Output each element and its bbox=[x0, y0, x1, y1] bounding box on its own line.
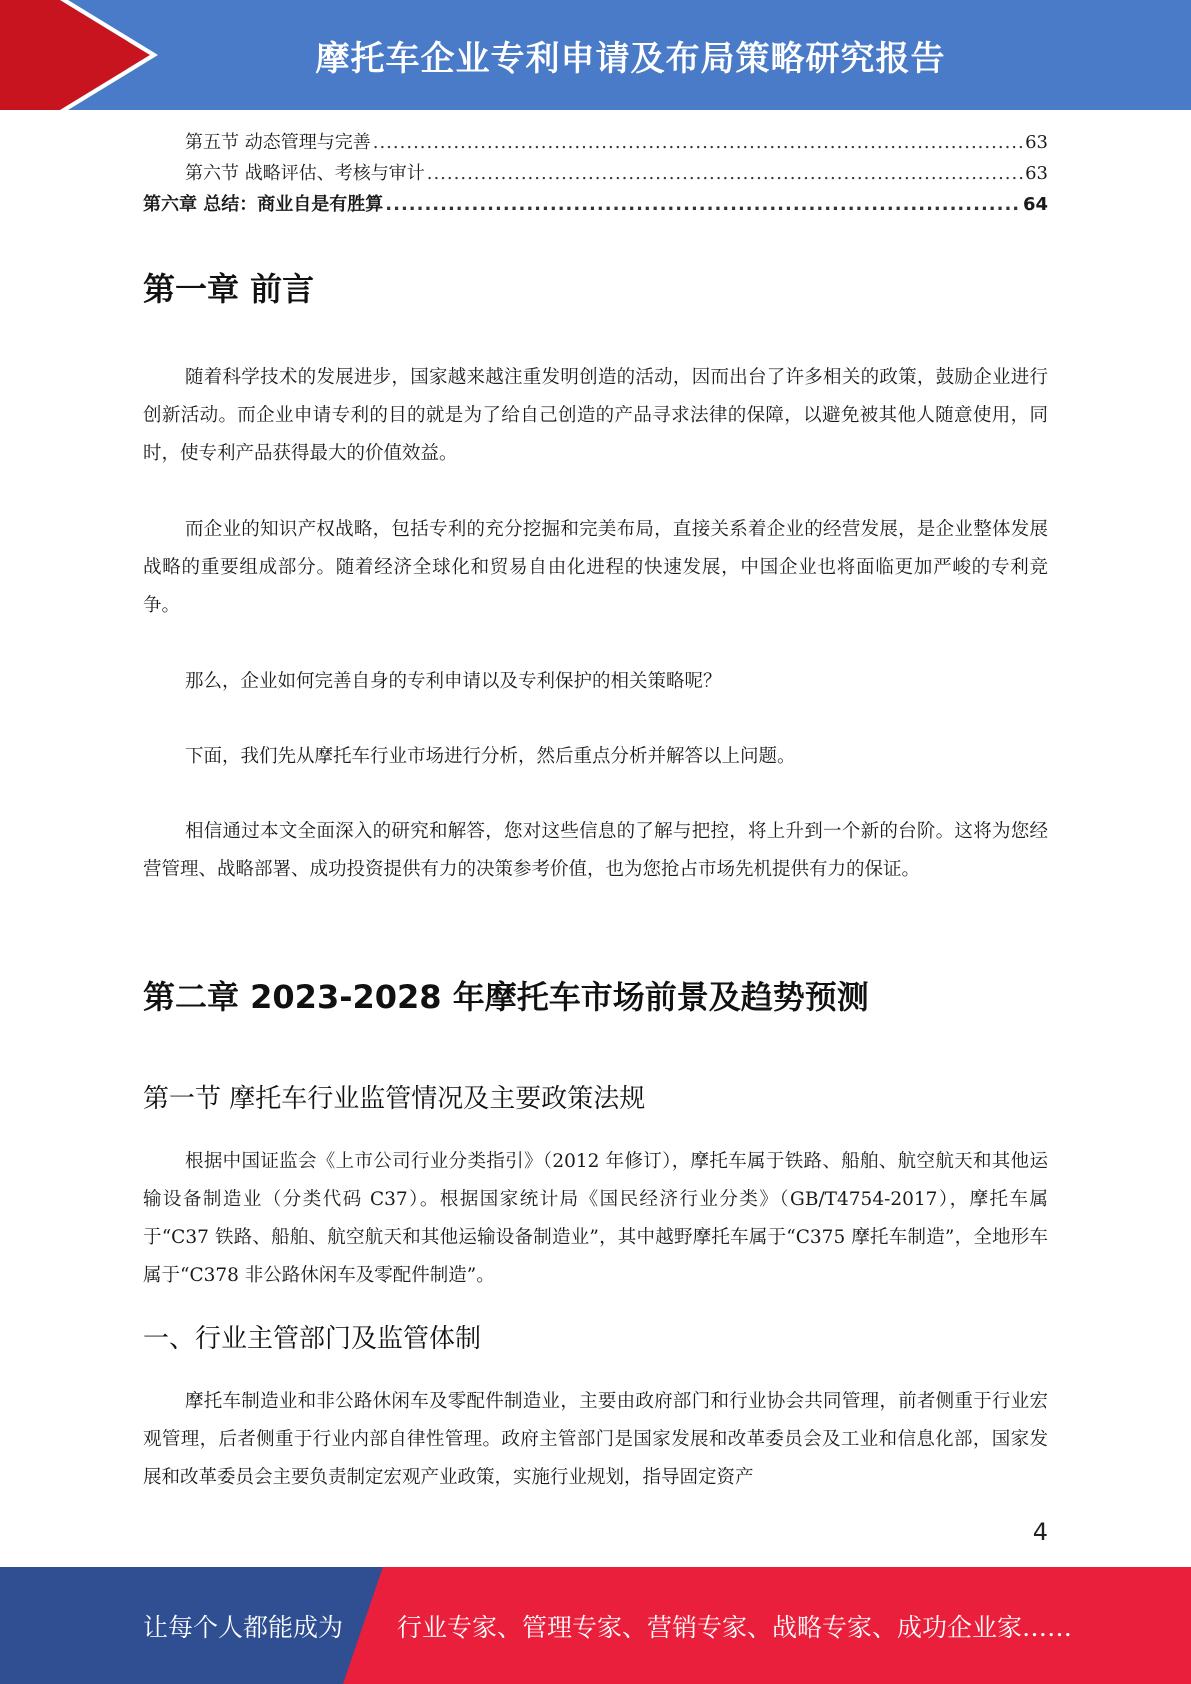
section-1-heading: 第一节 摩托车行业监管情况及主要政策法规 bbox=[143, 1084, 646, 1114]
footer-slogan-right: 行业专家、管理专家、营销专家、战略专家、成功企业家…… bbox=[397, 1612, 1073, 1642]
chapter-1-paragraph-4: 下面，我们先从摩托车行业市场进行分析，然后重点分析并解答以上问题。 bbox=[185, 746, 796, 767]
toc-leader-dots bbox=[385, 194, 1021, 215]
toc-entry-label: 第五节 动态管理与完善 bbox=[185, 132, 371, 153]
toc-entry-label: 第六节 战略评估、考核与审计 bbox=[185, 163, 425, 184]
chapter-1-heading: 第一章 前言 bbox=[143, 270, 315, 308]
toc-leader-dots bbox=[373, 132, 1023, 153]
chapter-1-paragraph-1: 随着科学技术的发展进步，国家越来越注重发明创造的活动，因而出台了许多相关的政策，鼓励企业进行创新活动。而企业申请专利的目的就是为了给自己创造的产品寻求法律的保障，以避免被其他人随意使用，同时，使专利产品获得最大的价值效益。 bbox=[143, 367, 1048, 464]
footer-slogan-left: 让每个人都能成为 bbox=[143, 1612, 344, 1642]
toc-entry-page: 63 bbox=[1025, 132, 1048, 153]
chapter-1-paragraph-3: 那么，企业如何完善自身的专利申请以及专利保护的相关策略呢？ bbox=[185, 671, 722, 692]
chapter-2-heading: 第二章 2023-2028 年摩托车市场前景及趋势预测 bbox=[143, 978, 869, 1016]
subsection-1-paragraph: 摩托车制造业和非公路休闲车及零配件制造业，主要由政府部门和行业协会共同管理，前者侧重于行业宏观管理，后者侧重于行业内部自律性管理。政府主管部门是国家发展和改革委员会及工业和信息化部，国家发展和改革委员会主要负责制定宏观产业政策，实施行业规划，指导固定资产 bbox=[143, 1391, 1048, 1488]
toc-entry-page: 63 bbox=[1025, 163, 1048, 184]
chapter-1-paragraph-2: 而企业的知识产权战略，包括专利的充分挖掘和完美布局，直接关系着企业的经营发展，是企业整体发展战略的重要组成部分。随着经济全球化和贸易自由化进程的快速发展，中国企业也将面临更加严峻的专利竞争。 bbox=[143, 519, 1048, 616]
chapter-1-paragraph-5: 相信通过本文全面深入的研究和解答，您对这些信息的了解与把控，将上升到一个新的台阶。这将为您经营管理、战略部署、成功投资提供有力的决策参考价值，也为您抢占市场先机提供有力的保证。 bbox=[143, 821, 1048, 880]
toc-chapter-entry[interactable] bbox=[143, 190, 1048, 221]
table-of-contents bbox=[143, 128, 1048, 221]
report-title: 摩托车企业专利申请及布局策略研究报告 bbox=[315, 38, 946, 79]
toc-entry[interactable] bbox=[143, 128, 1048, 159]
header-banner bbox=[0, 0, 1191, 110]
footer-banner bbox=[0, 1567, 1191, 1684]
section-1-paragraph: 根据中国证监会《上市公司行业分类指引》（2012 年修订），摩托车属于铁路、船舶、航空航天和其他运输设备制造业（分类代码 C37）。根据国家统计局《国民经济行业分类》（GB/T4754-2017），摩托车属于“C37 铁路、船舶、航空航天和其他运输设备制造业”，其中越野摩托车属于“C375 摩托车制造”，全地形车属于“C378 非公路休闲车及零配件制造”。 bbox=[143, 1151, 1048, 1286]
toc-entry-page: 64 bbox=[1022, 194, 1048, 215]
toc-entry[interactable] bbox=[143, 159, 1048, 190]
header-red-chevron bbox=[0, 0, 150, 110]
page-number: 4 bbox=[1032, 1518, 1048, 1546]
toc-leader-dots bbox=[427, 163, 1023, 184]
subsection-1-heading: 一、行业主管部门及监管体制 bbox=[143, 1324, 482, 1354]
toc-entry-label: 第六章 总结：商业自是有胜算 bbox=[143, 194, 384, 215]
